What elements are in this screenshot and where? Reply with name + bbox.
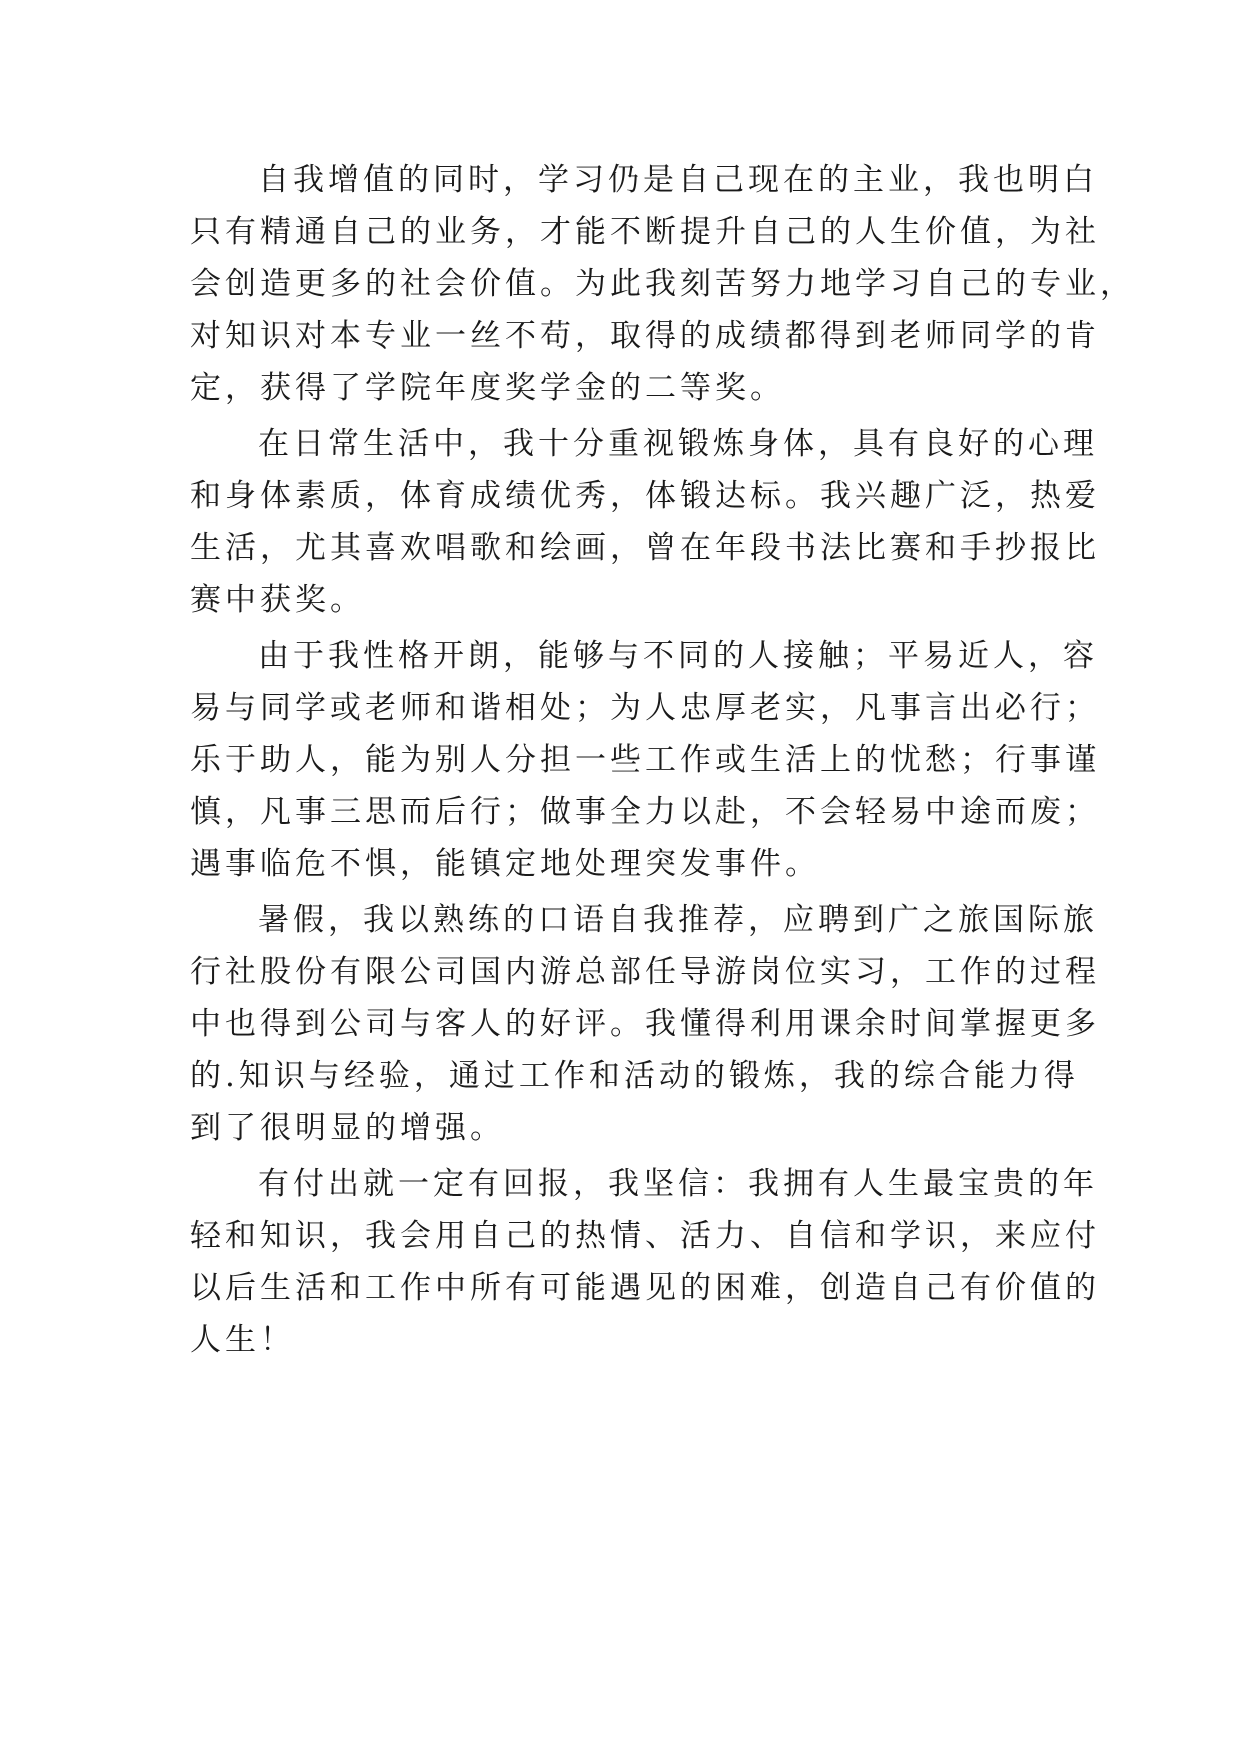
- paragraph-line: 到了很明显的增强。: [190, 1110, 505, 1146]
- paragraph-line: 人生！: [190, 1322, 295, 1358]
- paragraph-line: 轻和知识，我会用自己的热情、活力、自信和学识，来应付: [190, 1218, 1100, 1254]
- paragraph-3: [190, 630, 1100, 890]
- paragraph-line: 在日常生活中，我十分重视锻炼身体，具有良好的心理: [258, 426, 1098, 462]
- paragraph-line: 易与同学或老师和谐相处；为人忠厚老实，凡事言出必行；: [190, 690, 1100, 726]
- paragraph-line: 赛中获奖。: [190, 582, 365, 618]
- paragraph-1: [190, 154, 1135, 414]
- paragraph-line: 有付出就一定有回报，我坚信：我拥有人生最宝贵的年: [258, 1166, 1098, 1202]
- paragraph-line: 和身体素质，体育成绩优秀，体锻达标。我兴趣广泛，热爱: [190, 478, 1100, 514]
- paragraph-2: [190, 418, 1100, 626]
- paragraph-line: 生活，尤其喜欢唱歌和绘画，曾在年段书法比赛和手抄报比: [190, 530, 1100, 566]
- paragraph-line: 乐于助人，能为别人分担一些工作或生活上的忧愁；行事谨: [190, 742, 1100, 778]
- paragraph-5: [190, 1158, 1100, 1366]
- paragraph-line: 只有精通自己的业务，才能不断提升自己的人生价值，为社: [190, 214, 1100, 250]
- paragraph-line: 暑假，我以熟练的口语自我推荐，应聘到广之旅国际旅: [258, 902, 1098, 938]
- document-body: [190, 154, 1135, 1366]
- paragraph-line: 自我增值的同时，学习仍是自己现在的主业，我也明白: [258, 162, 1098, 198]
- paragraph-line: 遇事临危不惧，能镇定地处理突发事件。: [190, 846, 820, 882]
- paragraph-line: 由于我性格开朗，能够与不同的人接触；平易近人，容: [258, 638, 1098, 674]
- paragraph-line: 中也得到公司与客人的好评。我懂得利用课余时间掌握更多: [190, 1006, 1100, 1042]
- paragraph-line: 慎，凡事三思而后行；做事全力以赴，不会轻易中途而废；: [190, 794, 1100, 830]
- paragraph-4: [190, 894, 1100, 1154]
- paragraph-line: 行社股份有限公司国内游总部任导游岗位实习，工作的过程: [190, 954, 1100, 990]
- paragraph-line: 会创造更多的社会价值。为此我刻苦努力地学习自己的专业，: [190, 266, 1135, 302]
- paragraph-line: 的.知识与经验，通过工作和活动的锻炼，我的综合能力得: [190, 1058, 1079, 1094]
- paragraph-line: 定，获得了学院年度奖学金的二等奖。: [190, 370, 785, 406]
- paragraph-line: 以后生活和工作中所有可能遇见的困难，创造自己有价值的: [190, 1270, 1100, 1306]
- paragraph-line: 对知识对本专业一丝不苟，取得的成绩都得到老师同学的肯: [190, 318, 1100, 354]
